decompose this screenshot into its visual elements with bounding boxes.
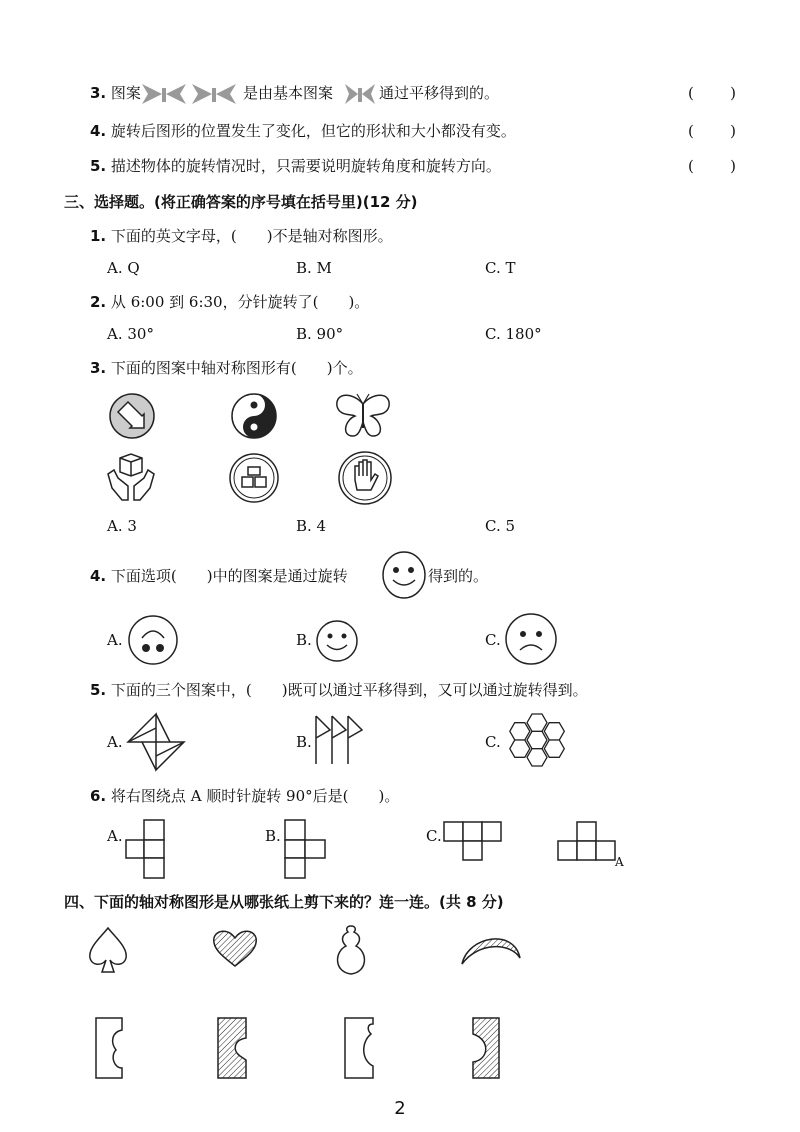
choice-q4: 4. 下面选项( )中的图案是通过旋转	[90, 567, 348, 585]
arrow-circle-icon	[108, 392, 156, 440]
rotated-face-icon	[127, 614, 179, 666]
judge-q4	[90, 121, 516, 141]
choice-q1: 1. 下面的英文字母，( )不是轴对称图形。	[90, 227, 393, 245]
option-a[interactable]: A.	[107, 827, 123, 845]
judge-q5	[90, 156, 501, 176]
paper-cutout-3-icon	[343, 1016, 377, 1080]
choice-q2: 2. 从 6:00 到 6:30，分针旋转了( )。	[90, 293, 370, 311]
option-b[interactable]: B. 90°	[296, 325, 344, 343]
option-a[interactable]: A. 3	[107, 517, 137, 535]
butterfly-icon	[333, 392, 393, 440]
flags-icon	[312, 712, 368, 768]
grid-shape-c-icon	[442, 820, 504, 862]
point-label: A	[615, 855, 624, 869]
choice-q6: 6. 将右图绕点 A 顺时针旋转 90°后是( )。	[90, 787, 400, 805]
question-number: 4.	[90, 122, 107, 140]
option-c[interactable]: C. 180°	[485, 325, 542, 343]
option-a[interactable]: A. 30°	[107, 325, 154, 343]
option-b[interactable]: B. M	[296, 259, 332, 277]
hexagon-cell	[527, 731, 547, 748]
hexagons-icon	[502, 710, 572, 770]
grid-shape-b-icon	[283, 818, 327, 880]
judge-q3-pre: 图案	[110, 84, 141, 102]
option-b[interactable]: B. 4	[296, 517, 327, 535]
hexagon-cell	[527, 714, 547, 731]
judge-q3-post: 通过平移得到的。	[379, 84, 500, 102]
sad-face-icon	[504, 612, 558, 666]
hexagon-cell	[544, 723, 564, 740]
hexagon-cell	[527, 749, 547, 766]
question-number: 5.	[90, 157, 107, 175]
grid-shape-a-icon	[124, 818, 168, 880]
hands-box-icon	[104, 452, 158, 504]
grid-shape-original-icon	[556, 820, 618, 862]
option-c[interactable]: C.	[485, 733, 501, 751]
hexagon-cell	[544, 740, 564, 757]
judge-q4-text: 旋转后图形的位置发生了变化，但它的形状和大小都没有变。	[110, 122, 516, 140]
page-number: 2	[394, 1098, 406, 1119]
section-title: 四、下面的轴对称图形是从哪张纸上剪下来的？连一连。(共 8 分)	[64, 893, 504, 911]
answer-paren[interactable]: ( )	[688, 122, 736, 140]
answer-paren[interactable]: ( )	[688, 157, 736, 175]
question-number: 3.	[90, 84, 107, 102]
gourd-icon	[332, 924, 370, 976]
yin-yang-icon	[230, 392, 278, 440]
choice-q5: 5. 下面的三个图案中，( )既可以通过平移得到，又可以通过旋转得到。	[90, 681, 588, 699]
option-a[interactable]: A.	[107, 733, 123, 751]
heart-icon	[210, 928, 260, 968]
judge-q3	[90, 83, 141, 103]
pinwheel-icon	[126, 712, 186, 772]
hexagon-cell	[510, 723, 530, 740]
small-smiley-icon	[314, 618, 360, 664]
judge-q5-text: 描述物体的旋转情况时，只需要说明旋转角度和旋转方向。	[110, 157, 501, 175]
paper-cutout-1-icon	[94, 1016, 126, 1080]
crescent-icon	[458, 928, 524, 968]
option-b[interactable]: B.	[296, 733, 312, 751]
hexagon-cell	[510, 740, 530, 757]
smiley-face-icon	[381, 550, 427, 600]
butterfly-row-pattern-icon	[140, 80, 240, 108]
option-c[interactable]: C. T	[485, 259, 516, 277]
section-title: 三、选择题。(将正确答案的序号填在括号里)(12 分)	[64, 193, 418, 211]
paper-cutout-2-icon	[216, 1016, 250, 1080]
option-c[interactable]: C.	[485, 631, 501, 649]
choice-q3: 3. 下面的图案中轴对称图形有( )个。	[90, 359, 363, 377]
option-b[interactable]: B.	[265, 827, 281, 845]
judge-q3-mid: 是由基本图案	[243, 84, 334, 102]
option-a[interactable]: A.	[107, 631, 123, 649]
hand-circle-icon	[337, 450, 393, 506]
window-circle-icon	[228, 452, 280, 504]
choice-q4-post: 得到的。	[428, 567, 489, 585]
option-a[interactable]: A. Q	[107, 259, 140, 277]
option-b[interactable]: B.	[296, 631, 312, 649]
option-c[interactable]: C.	[426, 827, 442, 845]
answer-paren[interactable]: ( )	[688, 84, 736, 102]
butterfly-basic-pattern-icon	[343, 80, 377, 108]
paper-cutout-4-icon	[471, 1016, 503, 1080]
option-c[interactable]: C. 5	[485, 517, 516, 535]
spade-icon	[86, 926, 130, 976]
